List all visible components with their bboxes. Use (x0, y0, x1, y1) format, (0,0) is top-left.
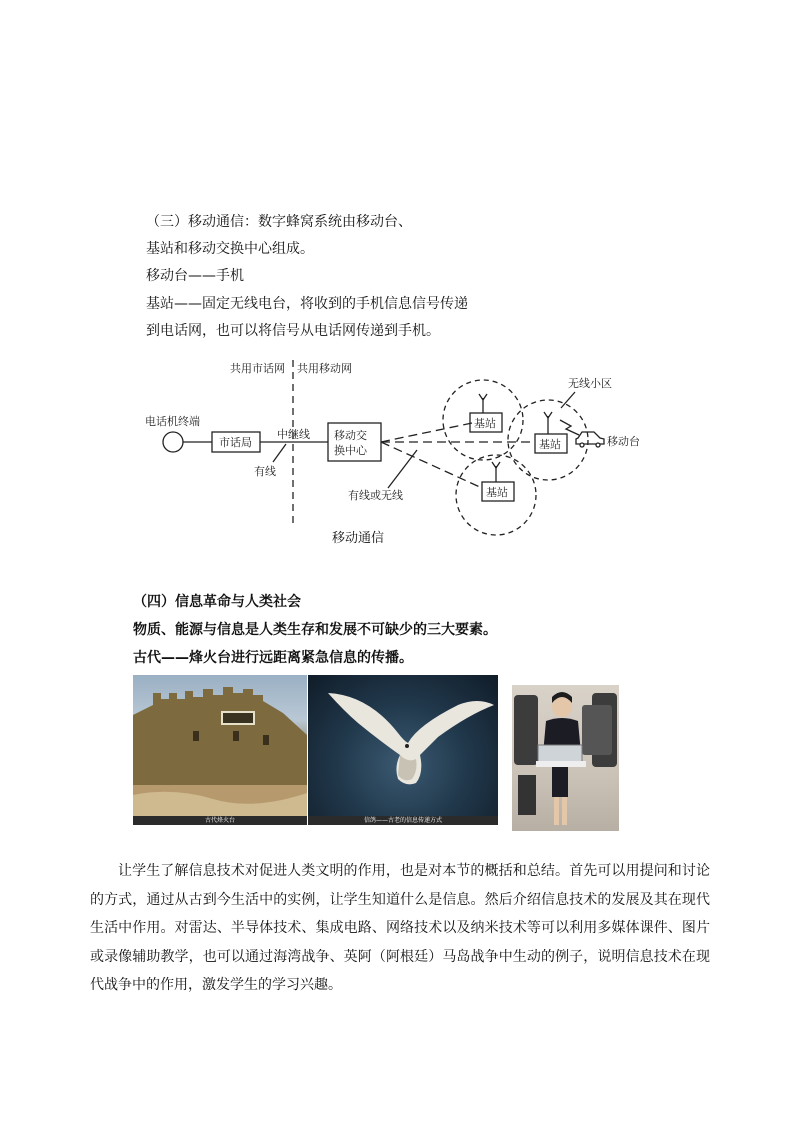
label-wired: 有线 (254, 465, 276, 478)
section3-line-4: 基站——固定无线电台，将收到的手机信息信号传递 (146, 296, 468, 312)
car-icon (576, 432, 604, 447)
label-wired-or-wireless: 有线或无线 (348, 489, 403, 502)
mobile-communication-diagram (130, 350, 660, 555)
laptop-woman-photo (512, 685, 619, 831)
label-msc-1: 移动交 (334, 429, 367, 442)
label-msc-2: 换中心 (334, 444, 367, 457)
antenna-icon (492, 462, 500, 482)
label-terminal: 电话机终端 (145, 415, 200, 428)
section4-title: （四）信息革命与人类社会 (133, 594, 301, 610)
phone-terminal-circle (163, 432, 183, 452)
label-mobile: 移动台 (607, 435, 640, 448)
summary-paragraph: 让学生了解信息技术对促进人类文明的作用，也是对本节的概括和总结。首先可以用提问和讨论的方式，通过从古到今生活中的实例，让学生知道什么是信息。然后介绍信息技术的发展及其在现代生活中作用。对雷达、半导体技术、集成电路、网络技术以及纳米技术等可以利用多媒体课件、图片或录像辅助教学，也可以通过海湾战争、英阿（阿根廷）马岛战争中生动的例子，说明信息技术在现代战争中的作用，激发学生的学习兴趣。 (90, 863, 710, 993)
beacon-tower-photo (133, 675, 307, 825)
label-public-phone: 共用市话网 (230, 362, 285, 375)
caption-bar (308, 816, 498, 825)
label-cell: 无线小区 (568, 377, 612, 390)
caption-bar (133, 816, 307, 825)
label-base-3: 基站 (486, 486, 508, 499)
antenna-icon (479, 394, 487, 413)
beacon-tower-caption: 古代烽火台 (204, 817, 235, 824)
section3-line-5: 到电话网，也可以将信号从电话网传递到手机。 (146, 323, 440, 339)
section3-line-2: 基站和移动交换中心组成。 (146, 241, 314, 257)
pigeon-caption: 信鸽——古老的信息传递方式 (363, 817, 442, 824)
section4-line-1: 物质、能源与信息是人类生存和发展不可缺少的三大要素。 (133, 622, 497, 638)
label-base-1: 基站 (474, 417, 496, 430)
diagram-caption: 移动通信 (332, 531, 385, 546)
label-base-2: 基站 (539, 438, 561, 451)
label-local-office: 市话局 (219, 436, 252, 449)
label-trunk: 中继线 (277, 428, 310, 441)
section3-line-1: （三）移动通信：数字蜂窝系统由移动台、 (146, 214, 412, 230)
section4-line-2: 古代——烽火台进行远距离紧急信息的传播。 (133, 650, 413, 666)
section3-line-3: 移动台——手机 (146, 268, 244, 284)
label-public-mobile: 共用移动网 (297, 362, 352, 375)
wireless-signal-icon (560, 420, 579, 435)
antenna-icon (544, 412, 552, 434)
pigeon-photo (308, 675, 498, 825)
